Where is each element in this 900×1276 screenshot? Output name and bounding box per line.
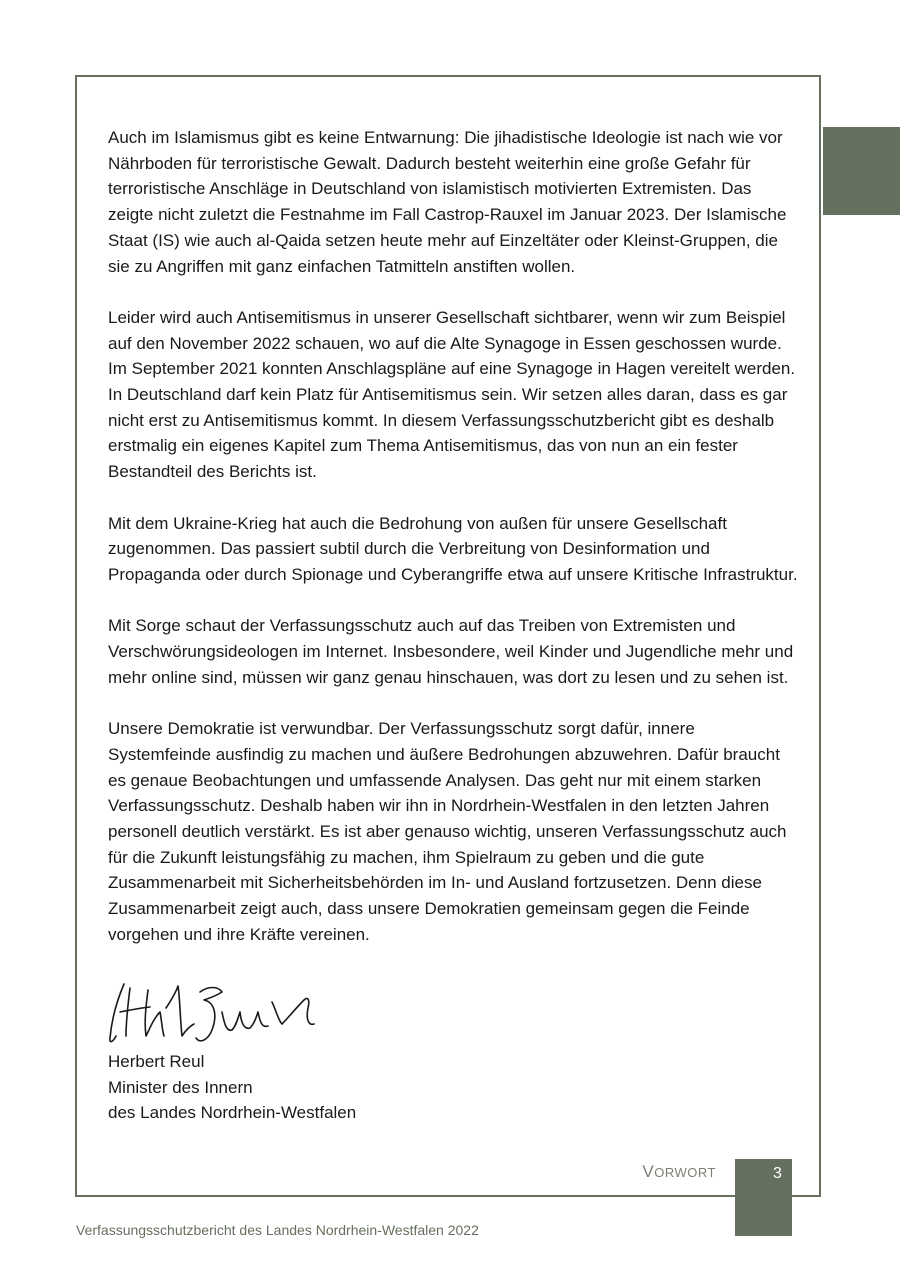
section-label [600, 1162, 716, 1182]
signatory-block [108, 1049, 356, 1126]
chapter-tab [823, 127, 900, 215]
signatory-organisation: des Landes Nordrhein-Westfalen [108, 1103, 357, 1123]
section-label-initial: V [642, 1162, 655, 1181]
section-label-rest: ORWORT [654, 1165, 716, 1180]
paragraph: Mit Sorge schaut der Verfassungsschutz auch auf das Treiben von Extremisten und Verschwörungsideologen im Internet. Insbesondere, weil Kinder und Jugendliche mehr und mehr online sind, müssen wir ganz genau hinschauen, was dort zu lesen und zu sehen ist. [108, 616, 794, 687]
signatory-title: Minister des Innern [108, 1077, 253, 1097]
page-number-tab [735, 1159, 792, 1236]
foreword-body [108, 125, 798, 973]
running-footer: Verfassungsschutzbericht des Landes Nordrhein-Westfalen 2022 [76, 1222, 479, 1238]
handwritten-signature [104, 978, 324, 1048]
page-number: 3 [773, 1165, 782, 1182]
paragraph: Leider wird auch Antisemitismus in unserer Gesellschaft sichtbarer, wenn wir zum Beispiel auf den November 2022 schauen, wo auf die Alte Synagoge in Essen geschossen wurde. Im September 2021 konnten Anschlagspläne auf eine Synagoge in Hagen vereitelt werden. In Deutschland darf kein Platz für Antisemitismus sein. Wir setzen alles daran, dass es gar nicht erst zu Antisemitismus kommt. In diesem Verfassungsschutzbericht gibt es deshalb erstmalig ein eigenes Kapitel zum Thema Antisemitismus, das von nun an ein fester Bestandteil des Berichts ist. [108, 307, 796, 482]
paragraph: Auch im Islamismus gibt es keine Entwarnung: Die jihadistische Ideologie ist nach wie vor Nährboden für terroristische Gewalt. Dadurch besteht weiterhin eine große Gefahr für terroristische Anschläge in Deutschland von islamistisch motivierten Extremisten. Das zeigte nicht zuletzt die Festnahme im Fall Castrop-Rauxel im Januar 2023. Der Islamische Staat (IS) wie auch al-Qaida setzen heute mehr auf Einzeltäter oder Kleinst-Gruppen, die sie zu Angriffen mit ganz einfachen Tatmitteln anstiften wollen. [108, 128, 787, 276]
paragraph: Mit dem Ukraine-Krieg hat auch die Bedrohung von außen für unsere Gesellschaft zugenommen. Das passiert subtil durch die Verbreitung von Desinformation und Propaganda oder durch Spionage und Cyberangriffe etwa auf unsere Kritische Infrastruktur. [108, 513, 798, 584]
paragraph: Unsere Demokratie ist verwundbar. Der Verfassungsschutz sorgt dafür, innere Systemfeinde ausfindig zu machen und äußere Bedrohungen abzuwehren. Dafür braucht es genaue Beobachtungen und umfassende Analysen. Das geht nur mit einem starken Verfassungsschutz. Deshalb haben wir ihn in Nordrhein-Westfalen in den letzten Jahren personell deutlich verstärkt. Es ist aber genauso wichtig, unseren Verfassungsschutz auch für die Zukunft leistungsfähig zu machen, ihm Spielraum zu geben und die gute Zusammenarbeit mit Sicherheitsbehörden im In- und Ausland fortzusetzen. Denn diese Zusammenarbeit zeigt auch, dass unsere Demokratien gemeinsam gegen die Feinde vorgehen und ihre Kräfte vereinen. [108, 719, 787, 944]
signatory-name: Herbert Reul [108, 1052, 205, 1071]
